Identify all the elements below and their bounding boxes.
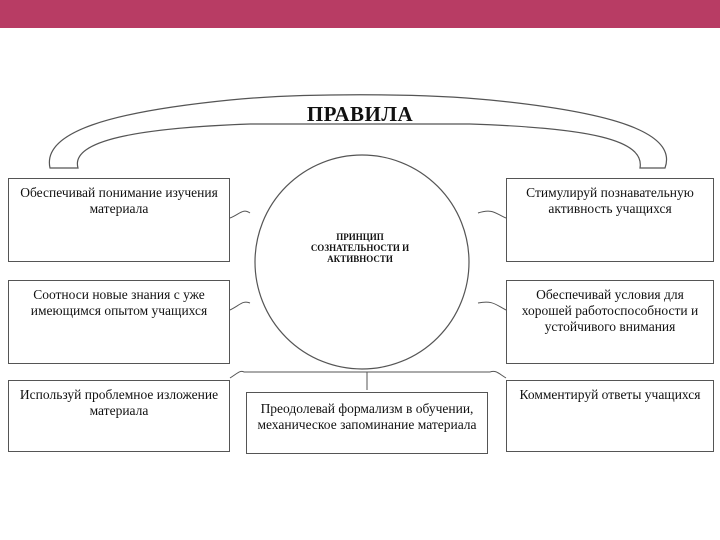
connector-left-bottom xyxy=(230,371,244,378)
rule-box-left-middle xyxy=(8,280,230,364)
rule-box-right-top xyxy=(506,178,714,262)
center-label-line-1: ПРИНЦИП xyxy=(336,232,384,242)
connector-left-middle xyxy=(230,302,250,310)
connector-right-top xyxy=(478,211,506,218)
diagram-title: ПРАВИЛА xyxy=(306,102,414,126)
rule-text-right-top: Стимулируй познавательную активность учащихся xyxy=(526,185,694,216)
rule-box-left-bottom xyxy=(8,380,230,452)
rule-box-left-top xyxy=(8,178,230,262)
connector-right-bottom xyxy=(490,371,506,378)
rule-text-left-top: Обеспечивай понимание изучения материала xyxy=(20,185,218,216)
rule-text-left-bottom: Используй проблемное изложение материала xyxy=(19,387,219,418)
rule-text-left-middle: Соотноси новые знания с уже имеющимся опытом учащихся xyxy=(30,287,208,318)
rule-text-right-middle: Обеспечивай условия для хорошей работоспособности и устойчивого внимания xyxy=(521,287,699,334)
connector-right-middle xyxy=(478,302,506,310)
rule-box-right-middle xyxy=(506,280,714,364)
rule-text-center-bottom: Преодолевай формализм в обучении, механическое запоминание материала xyxy=(257,401,477,432)
center-principle-label xyxy=(288,232,432,265)
rule-box-center-bottom xyxy=(246,392,488,454)
rule-box-right-bottom xyxy=(506,380,714,452)
rule-text-right-bottom: Комментируй ответы учащихся xyxy=(519,387,701,402)
center-label-line-2: СОЗНАТЕЛЬНОСТИ И xyxy=(310,243,410,253)
center-label-line-3: АКТИВНОСТИ xyxy=(327,254,393,264)
connector-left-top xyxy=(230,211,250,218)
